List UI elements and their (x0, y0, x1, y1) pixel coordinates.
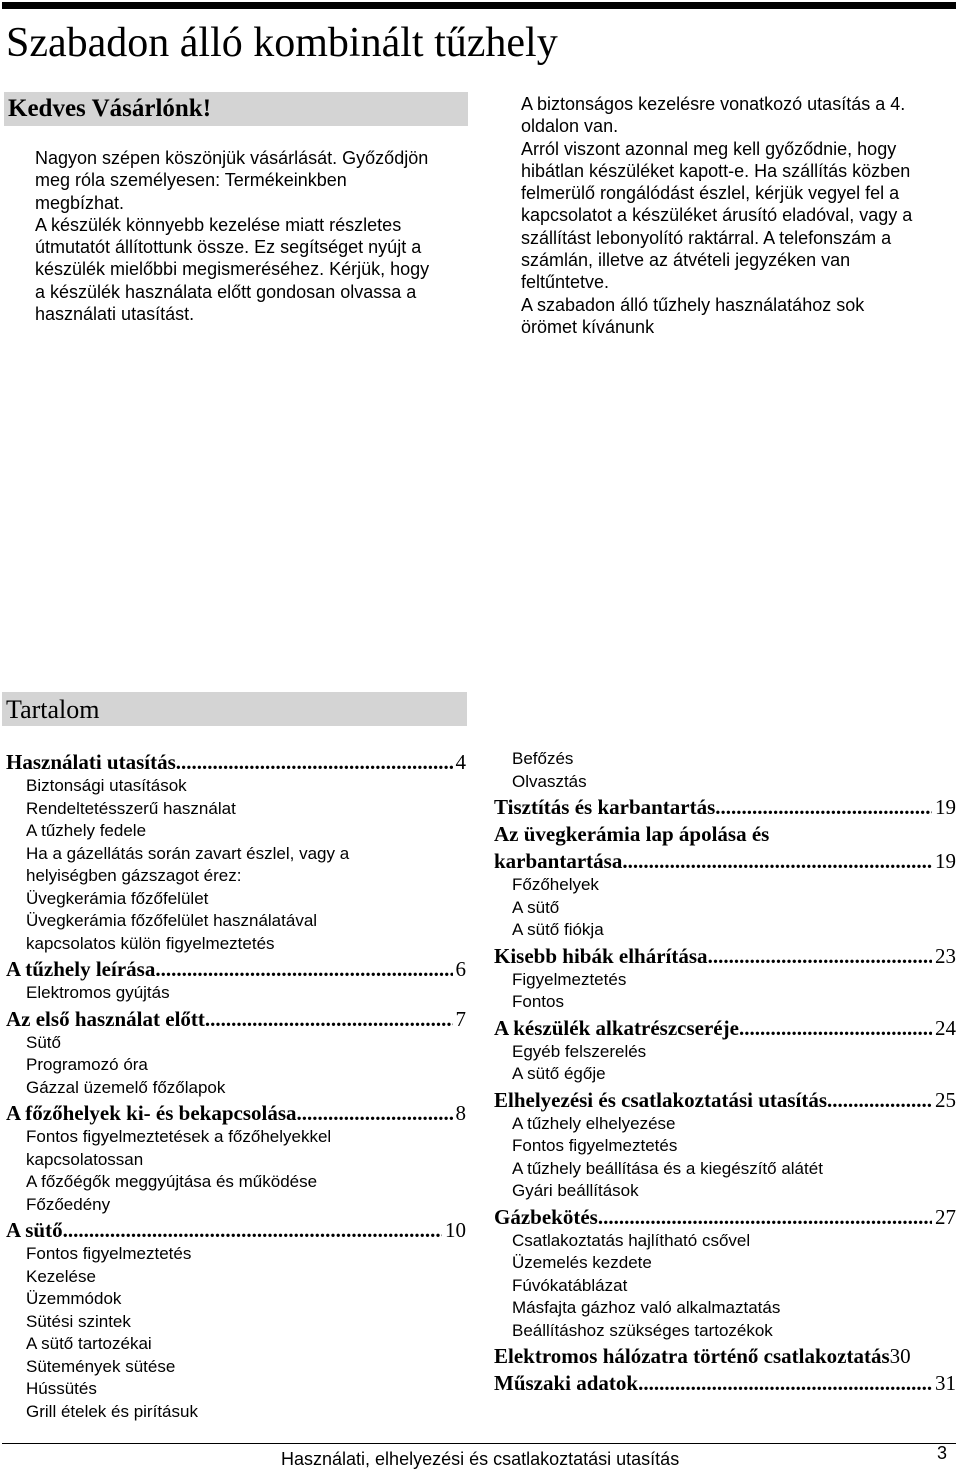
toc-section-title: karbantartása (494, 849, 623, 873)
toc-subsection: Elektromos gyújtás (26, 983, 170, 1002)
top-rule (2, 2, 956, 9)
intro-line: A készülék könnyebb kezelése miatt részletes (35, 214, 402, 235)
toc-leader-dots (155, 957, 452, 982)
toc-section-entry (494, 1016, 956, 1041)
toc-subsection: Csatlakoztatás hajlítható csővel (512, 1230, 751, 1250)
toc-subsection: Befőzés (512, 749, 574, 768)
toc-section-entry (6, 1101, 466, 1126)
toc-page-number: 8 (455, 1101, 466, 1125)
toc-heading-band (2, 692, 467, 726)
intro-line: útmutatót állítottunk össze. Ez segítséget nyújt a (35, 237, 422, 258)
safety-note-line: hibátlan készüléket kapott-e. Ha szállítás közben (521, 160, 911, 181)
toc-leader-dots (598, 1205, 932, 1230)
greeting-heading: Kedves Vásárlónk! (8, 95, 212, 122)
toc-section-entry (494, 795, 956, 820)
toc-subsection: A tűzhely fedele (26, 821, 147, 840)
toc-subsection: Főzőedény (26, 1194, 111, 1214)
toc-subsection: Gyári beállítások (512, 1181, 639, 1200)
toc-subsection: kapcsolatossan (26, 1149, 144, 1169)
safety-note-line: kapcsolatot a készüléket árusító eladóval, vagy a (521, 205, 913, 226)
toc-subsection: Olvasztás (512, 771, 587, 791)
toc-subsection: Gázzal üzemelő főzőlapok (26, 1077, 226, 1097)
toc-page-number: 19 (935, 849, 956, 873)
toc-section-title: Gázbekötés (494, 1204, 598, 1229)
intro-line: megbízhat. (35, 192, 125, 213)
toc-leader-dots (638, 1371, 932, 1396)
toc-subsection: Hússütés (26, 1379, 97, 1398)
toc-subsection: Fontos figyelmeztetések a főzőhelyekkel (26, 1127, 332, 1146)
safety-note-line: oldalon van. (521, 116, 619, 137)
toc-subsection: Üzemmódok (26, 1289, 122, 1308)
toc-subsection: A sütő tartozékai (26, 1334, 152, 1353)
greeting-heading-band (4, 92, 468, 126)
toc-subsection: Főzőhelyek (512, 875, 599, 894)
toc-section-title: A sütő (6, 1218, 63, 1242)
toc-section-title: Műszaki adatok (494, 1371, 639, 1395)
toc-leader-dots (708, 944, 932, 969)
toc-section-title: Használati utasítás (6, 750, 176, 774)
toc-section-entry (494, 1205, 956, 1230)
toc-section-entry (6, 1007, 466, 1032)
toc-subsection: A sütő fiókja (512, 920, 604, 939)
toc-page-number: 23 (935, 943, 956, 968)
toc-left-column (6, 750, 466, 1423)
safety-note-line: szállítást lebonyolító raktárral. A telefonszám a (521, 227, 892, 248)
toc-subsection: Ha a gázellátás során zavart észlel, vagy a (26, 843, 350, 863)
toc-section-entry (6, 957, 466, 982)
safety-paragraph (521, 93, 957, 338)
safety-note-line: A biztonságos kezelésre vonatkozó utasítás a 4. (521, 94, 906, 114)
toc-section-entry (494, 1371, 956, 1396)
toc-subsection: Üvegkerámia főzőfelület használatával (26, 911, 318, 930)
toc-section-title: A tűzhely leírása (6, 957, 156, 981)
toc-subsection: A tűzhely beállítása és a kiegészítő alátét (512, 1158, 823, 1178)
safety-note-line: felmerülő rongálódást észlel, kérjük vegyel fel a (521, 183, 900, 204)
toc-subsection: A sütő (512, 897, 560, 917)
toc-subsection: Másfajta gázhoz való alkalmaztatás (512, 1298, 781, 1317)
toc-subsection: kapcsolatos külön figyelmeztetés (26, 933, 275, 953)
toc-section-entry (6, 1218, 466, 1243)
safety-note-line: Arról viszont azonnal meg kell győződnie, hogy (521, 138, 897, 159)
toc-leader-dots (827, 1088, 932, 1113)
toc-subsection: helyiségben gázszagot érez: (26, 866, 242, 885)
toc-page-number: 4 (455, 750, 466, 774)
toc-section-title: Kisebb hibák elhárítása (494, 943, 708, 968)
toc-leader-dots (622, 849, 932, 874)
toc-subsection: Sütő (26, 1032, 61, 1052)
safety-note-line: feltűntetve. (521, 272, 610, 293)
toc-page-number: 30 (889, 1344, 911, 1368)
toc-leader-dots (176, 750, 453, 775)
toc-subsection: Kezelése (26, 1266, 96, 1286)
toc-section-entry (494, 1344, 956, 1369)
toc-leader-dots (297, 1101, 453, 1126)
toc-page-number: 7 (455, 1006, 466, 1031)
toc-leader-dots (739, 1016, 932, 1041)
toc-subsection: Üzemelés kezdete (512, 1253, 652, 1272)
toc-section-title: A főzőhelyek ki- és bekapcsolása (6, 1101, 297, 1125)
toc-subsection: Üvegkerámia főzőfelület (26, 888, 209, 908)
toc-subsection: A sütő égője (512, 1064, 606, 1083)
toc-page-number: 6 (455, 957, 466, 981)
toc-subsection: Programozó óra (26, 1055, 148, 1074)
toc-page-number: 25 (935, 1087, 956, 1112)
intro-line: Nagyon szépen köszönjük vásárlását. Győződjön (35, 148, 429, 168)
toc-section-title: Tisztítás és karbantartás (494, 795, 716, 819)
toc-section-title: Az üvegkerámia lap ápolása és (494, 822, 770, 846)
footer-rule (2, 1443, 956, 1444)
toc-section-title: Az első használat előtt (6, 1006, 205, 1031)
toc-section-entry (494, 944, 956, 969)
document-title: Szabadon álló kombinált tűzhely (6, 20, 558, 66)
intro-line: meg róla személyesen: Termékeinkben (35, 170, 347, 191)
toc-subsection: Beállításhoz szükséges tartozékok (512, 1320, 773, 1340)
toc-section-title: Elhelyezési és csatlakoztatási utasítás (494, 1087, 828, 1112)
intro-line: használati utasítást. (35, 304, 195, 325)
toc-subsection: Sütési szintek (26, 1311, 131, 1331)
toc-leader-dots (63, 1218, 442, 1243)
toc-page-number: 31 (935, 1371, 956, 1395)
toc-leader-dots (205, 1007, 453, 1032)
toc-section-entry (494, 1088, 956, 1113)
toc-subsection: Fúvókatáblázat (512, 1275, 628, 1295)
toc-page-number: 27 (935, 1204, 956, 1229)
toc-subsection: Grill ételek és pirításuk (26, 1401, 198, 1421)
toc-subsection: Rendeltetésszerű használat (26, 798, 236, 818)
toc-subsection: Sütemények sütése (26, 1356, 176, 1376)
toc-subsection: Fontos figyelmeztetés (512, 1136, 678, 1155)
toc-page-number: 10 (445, 1218, 466, 1242)
safety-note-line: A szabadon álló tűzhely használatához sok (521, 294, 865, 315)
toc-page-number: 19 (935, 795, 956, 819)
toc-section-title: Elektromos hálózatra történő csatlakoztatás (494, 1344, 890, 1368)
toc-leader-dots (715, 795, 932, 820)
toc-heading: Tartalom (6, 695, 100, 724)
toc-section-title: A készülék alkatrészcseréje (494, 1015, 739, 1040)
toc-subsection: Fontos (512, 992, 564, 1011)
toc-subsection: Biztonsági utasítások (26, 776, 187, 795)
toc-subsection: Fontos figyelmeztetés (26, 1244, 192, 1263)
toc-subsection: Figyelmeztetés (512, 969, 627, 989)
toc-right-column (494, 748, 956, 1396)
toc-subsection: A tűzhely elhelyezése (512, 1113, 676, 1133)
intro-line: készülék mielőbbi megismeréséhez. Kérjük, hogy (35, 259, 430, 280)
page-number: 3 (937, 1443, 948, 1463)
toc-section-entry (6, 750, 466, 775)
toc-section-entry (494, 849, 956, 874)
toc-subsection: Egyéb felszerelés (512, 1041, 647, 1061)
toc-page-number: 24 (935, 1015, 956, 1040)
toc-subsection: A főzőégők meggyújtása és működése (26, 1172, 318, 1191)
intro-line: a készülék használata előtt gondosan olvassa a (35, 281, 417, 302)
intro-paragraph (35, 147, 475, 325)
safety-note-line: örömet kívánunk (521, 316, 655, 337)
footer-text: Használati, elhelyezési és csatlakoztatási utasítás (281, 1449, 680, 1469)
safety-note-line: számlán, illetve az átvételi jegyzéken van (521, 250, 851, 271)
